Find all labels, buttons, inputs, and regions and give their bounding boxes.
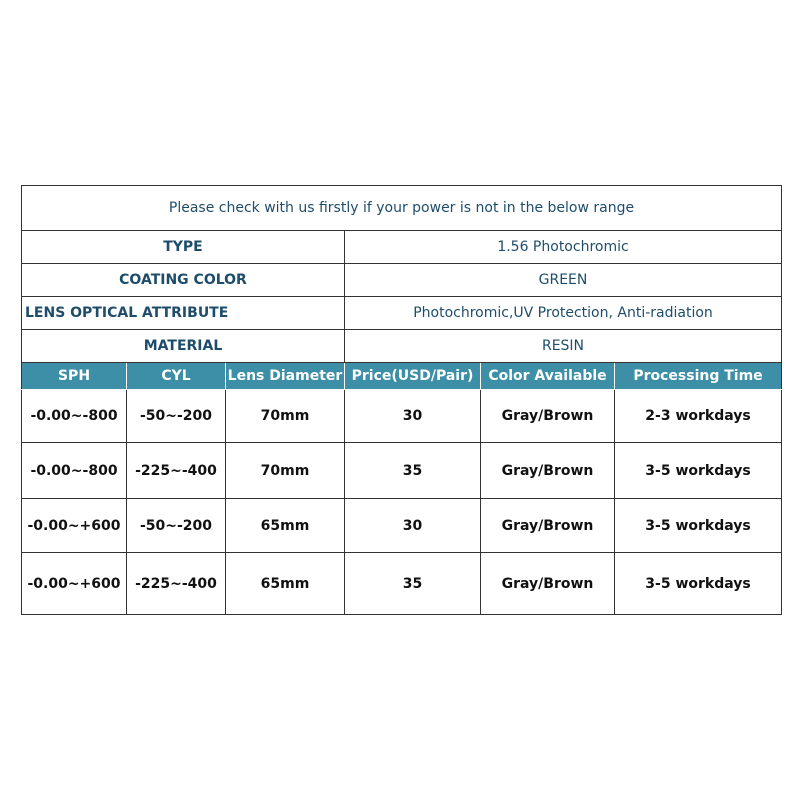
color-available-cell: Gray/Brown <box>481 499 615 553</box>
cyl-cell: -225~-400 <box>127 443 226 499</box>
processing-time-cell: 3-5 workdays <box>615 499 782 553</box>
attribute-row-optical-attribute <box>22 297 782 330</box>
type-value: 1.56 Photochromic <box>345 231 782 264</box>
material-value: RESIN <box>345 330 782 363</box>
coating-color-value: GREEN <box>345 264 782 297</box>
column-header-price: Price(USD/Pair) <box>345 363 481 390</box>
price-cell: 35 <box>345 553 481 615</box>
price-cell: 35 <box>345 443 481 499</box>
table-row <box>22 390 782 443</box>
lens-spec-table <box>21 185 782 615</box>
color-available-cell: Gray/Brown <box>481 443 615 499</box>
sph-cell: -0.00~-800 <box>22 443 127 499</box>
color-available-cell: Gray/Brown <box>481 390 615 443</box>
optical-attribute-label: LENS OPTICAL ATTRIBUTE <box>22 297 345 330</box>
attribute-row-coating-color <box>22 264 782 297</box>
column-header-processing-time: Processing Time <box>615 363 782 390</box>
lens-diameter-cell: 65mm <box>226 553 345 615</box>
coating-color-label: COATING COLOR <box>22 264 345 297</box>
column-header-cyl: CYL <box>127 363 226 390</box>
range-note: Please check with us firstly if your power is not in the below range <box>22 186 782 231</box>
column-header-lens-diameter: Lens Diameter <box>226 363 345 390</box>
attribute-row-material <box>22 330 782 363</box>
processing-time-cell: 3-5 workdays <box>615 553 782 615</box>
price-cell: 30 <box>345 390 481 443</box>
sph-cell: -0.00~-800 <box>22 390 127 443</box>
table-row <box>22 443 782 499</box>
processing-time-cell: 3-5 workdays <box>615 443 782 499</box>
column-header-sph: SPH <box>22 363 127 390</box>
cyl-cell: -225~-400 <box>127 553 226 615</box>
type-label: TYPE <box>22 231 345 264</box>
note-row <box>22 186 782 231</box>
lens-diameter-cell: 70mm <box>226 390 345 443</box>
column-header-row <box>22 363 782 390</box>
attribute-row-type <box>22 231 782 264</box>
table-row <box>22 553 782 615</box>
lens-diameter-cell: 65mm <box>226 499 345 553</box>
cyl-cell: -50~-200 <box>127 390 226 443</box>
optical-attribute-value: Photochromic,UV Protection, Anti-radiation <box>345 297 782 330</box>
column-header-color-available: Color Available <box>481 363 615 390</box>
sph-cell: -0.00~+600 <box>22 553 127 615</box>
material-label: MATERIAL <box>22 330 345 363</box>
lens-diameter-cell: 70mm <box>226 443 345 499</box>
sph-cell: -0.00~+600 <box>22 499 127 553</box>
cyl-cell: -50~-200 <box>127 499 226 553</box>
table-row <box>22 499 782 553</box>
price-cell: 30 <box>345 499 481 553</box>
color-available-cell: Gray/Brown <box>481 553 615 615</box>
processing-time-cell: 2-3 workdays <box>615 390 782 443</box>
